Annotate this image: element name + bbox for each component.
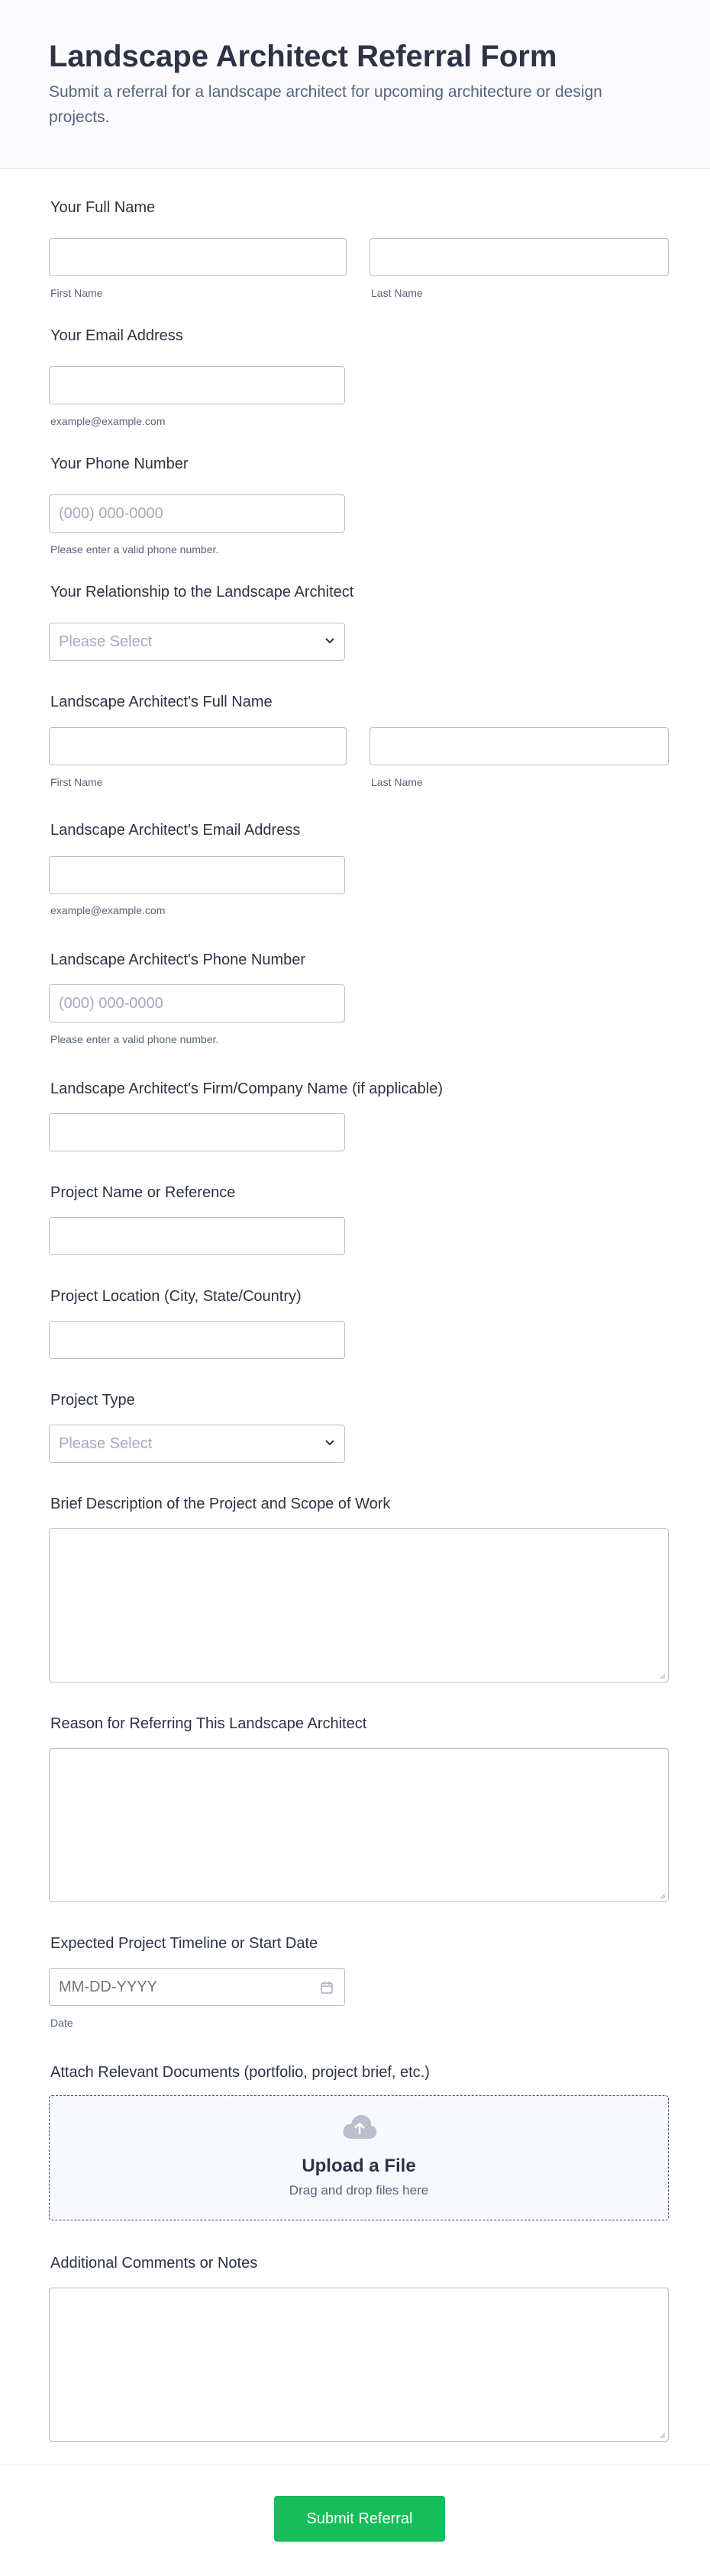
project-name-label: Project Name or Reference xyxy=(50,1184,236,1201)
your-email-input[interactable] xyxy=(49,366,345,404)
la-first-name-sublabel: First Name xyxy=(50,776,103,788)
upload-subtitle: Drag and drop files here xyxy=(289,2183,429,2198)
your-phone-label: Your Phone Number xyxy=(50,456,189,472)
timeline-date-field[interactable] xyxy=(49,1968,345,2006)
description-label: Brief Description of the Project and Scope of Work xyxy=(50,1496,391,1512)
file-upload-dropzone[interactable] xyxy=(49,2095,669,2220)
comments-textarea[interactable] xyxy=(49,2288,669,2442)
your-email-label: Your Email Address xyxy=(50,327,183,344)
la-first-name-input[interactable] xyxy=(49,727,347,765)
relationship-select[interactable] xyxy=(49,623,345,661)
calendar-icon[interactable] xyxy=(320,1981,334,1995)
form-title: Landscape Architect Referral Form xyxy=(49,40,557,73)
your-phone-sublabel: Please enter a valid phone number. xyxy=(50,543,219,555)
la-phone-label: Landscape Architect's Phone Number xyxy=(50,952,306,968)
timeline-label: Expected Project Timeline or Start Date xyxy=(50,1935,318,1952)
form-header xyxy=(0,0,710,169)
la-email-input[interactable] xyxy=(49,856,345,894)
la-email-label: Landscape Architect's Email Address xyxy=(50,822,301,839)
your-phone-input[interactable] xyxy=(49,494,345,533)
your-first-name-sublabel: First Name xyxy=(50,287,103,299)
la-phone-sublabel: Please enter a valid phone number. xyxy=(50,1033,219,1045)
project-location-label: Project Location (City, State/Country) xyxy=(50,1288,302,1305)
attachments-label: Attach Relevant Documents (portfolio, project brief, etc.) xyxy=(50,2064,430,2081)
form-subtitle: Submit a referral for a landscape architect for upcoming architecture or design projects. xyxy=(49,83,602,126)
comments-label: Additional Comments or Notes xyxy=(50,2255,258,2272)
cloud-upload-icon xyxy=(341,2113,378,2140)
project-type-label: Project Type xyxy=(50,1392,135,1409)
resize-grip-icon[interactable] xyxy=(658,2431,666,2439)
la-firm-input[interactable] xyxy=(49,1113,345,1151)
la-full-name-label: Landscape Architect's Full Name xyxy=(50,694,273,710)
relationship-select-value: Please Select xyxy=(59,633,153,650)
your-first-name-input[interactable] xyxy=(49,238,347,276)
upload-title: Upload a File xyxy=(302,2156,416,2176)
description-textarea[interactable] xyxy=(49,1528,669,1682)
resize-grip-icon[interactable] xyxy=(658,1672,666,1679)
submit-referral-button[interactable]: Submit Referral xyxy=(274,2496,445,2542)
your-last-name-input[interactable] xyxy=(370,238,669,276)
reason-label: Reason for Referring This Landscape Architect xyxy=(50,1715,367,1732)
your-email-sublabel: example@example.com xyxy=(50,415,166,427)
project-location-input[interactable] xyxy=(49,1321,345,1359)
your-last-name-sublabel: Last Name xyxy=(371,287,423,299)
resize-grip-icon[interactable] xyxy=(658,1892,666,1899)
chevron-down-icon xyxy=(324,1439,335,1447)
timeline-sublabel: Date xyxy=(50,2017,73,2029)
chevron-down-icon xyxy=(324,637,335,645)
reason-textarea[interactable] xyxy=(49,1748,669,1902)
project-type-select-value: Please Select xyxy=(59,1435,153,1452)
project-name-input[interactable] xyxy=(49,1217,345,1255)
your-full-name-label: Your Full Name xyxy=(50,199,156,216)
form-footer xyxy=(0,2465,710,2576)
timeline-date-input[interactable] xyxy=(50,1969,309,2005)
la-email-sublabel: example@example.com xyxy=(50,904,166,916)
la-phone-input[interactable] xyxy=(49,984,345,1022)
project-type-select[interactable] xyxy=(49,1425,345,1463)
relationship-label: Your Relationship to the Landscape Architect xyxy=(50,584,354,601)
la-last-name-sublabel: Last Name xyxy=(371,776,423,788)
la-last-name-input[interactable] xyxy=(370,727,669,765)
la-firm-label: Landscape Architect's Firm/Company Name (if applicable) xyxy=(50,1080,444,1097)
